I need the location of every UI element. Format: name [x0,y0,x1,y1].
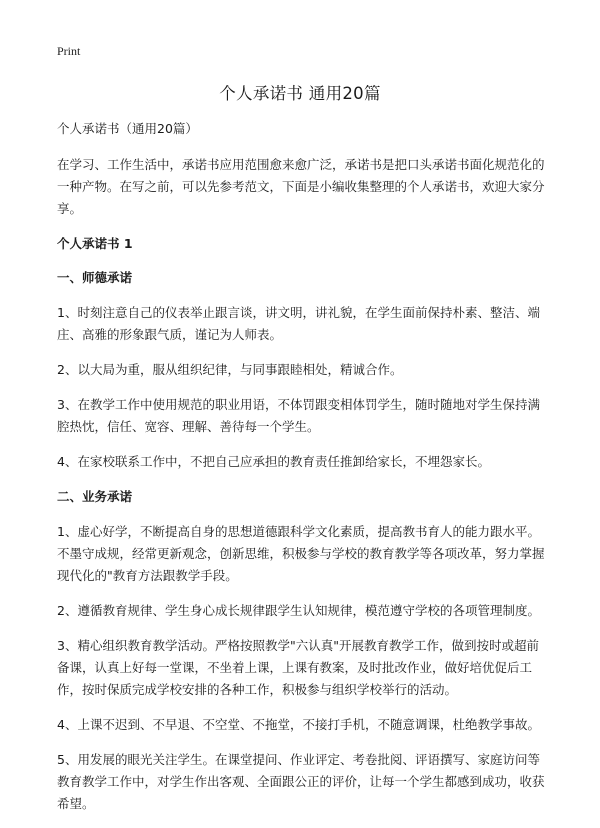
print-link[interactable]: Print [57,44,81,58]
list-item: 5、用发展的眼光关注学生。在课堂提问、作业评定、考卷批阅、评语撰写、家庭访问等教育教学工作中，对学生作出客观、全面跟公正的评价，让每一个学生都感到成功，收获希望。 [57,752,545,811]
part-heading-business: 二、业务承诺 [57,489,133,504]
intro-paragraph: 在学习、工作生活中，承诺书应用范围愈来愈广泛，承诺书是把口头承诺书面化规范化的一种产物。在写之前，可以先参考范文，下面是小编收集整理的个人承诺书，欢迎大家分享。 [57,157,545,216]
document-body [57,118,547,828]
list-item: 1、虚心好学，不断提高自身的思想道德跟科学文化素质，提高教书育人的能力跟水平。不墨守成规，经常更新观念，创新思维，积极参与学校的教育教学等各项改革，努力掌握现代化的"教育方法跟教学手段。 [57,524,545,583]
section-title: 个人承诺书 1 [57,236,133,251]
list-item: 2、以大局为重，服从组织纪律，与同事跟睦相处，精诚合作。 [57,362,403,377]
list-item: 3、在教学工作中使用规范的职业用语，不体罚跟变相体罚学生，随时随地对学生保持满腔热忱，信任、宽容、理解、善待每一个学生。 [57,397,540,434]
page-title: 个人承诺书 通用20篇 [219,84,381,103]
list-item: 3、精心组织教育教学活动。严格按照教学"六认真"开展教育教学工作，做到按时或超前备课，认真上好每一堂课，不坐着上课，上课有教案，及时批改作业，做好培优促后工作，按时保质完成学校安排的各种工作，积极参与组织学校举行的活动。 [57,638,539,697]
list-item: 2、遵循教育规律、学生身心成长规律跟学生认知规律，模范遵守学校的各项管理制度。 [57,603,540,618]
part-heading-ethics: 一、师德承诺 [57,270,133,285]
list-item: 1、时刻注意自己的仪表举止跟言谈，讲文明，讲礼貌，在学生面前保持朴素、整洁、端庄、高雅的形象跟气质，谨记为人师表。 [57,305,540,342]
list-item: 4、上课不迟到、不早退、不空堂、不拖堂，不接打手机，不随意调课，杜绝教学事故。 [57,717,540,732]
document-subtitle: 个人承诺书（通用20篇） [57,121,198,136]
list-item: 4、在家校联系工作中，不把自己应承担的教育责任推卸给家长，不埋怨家长。 [57,454,490,469]
